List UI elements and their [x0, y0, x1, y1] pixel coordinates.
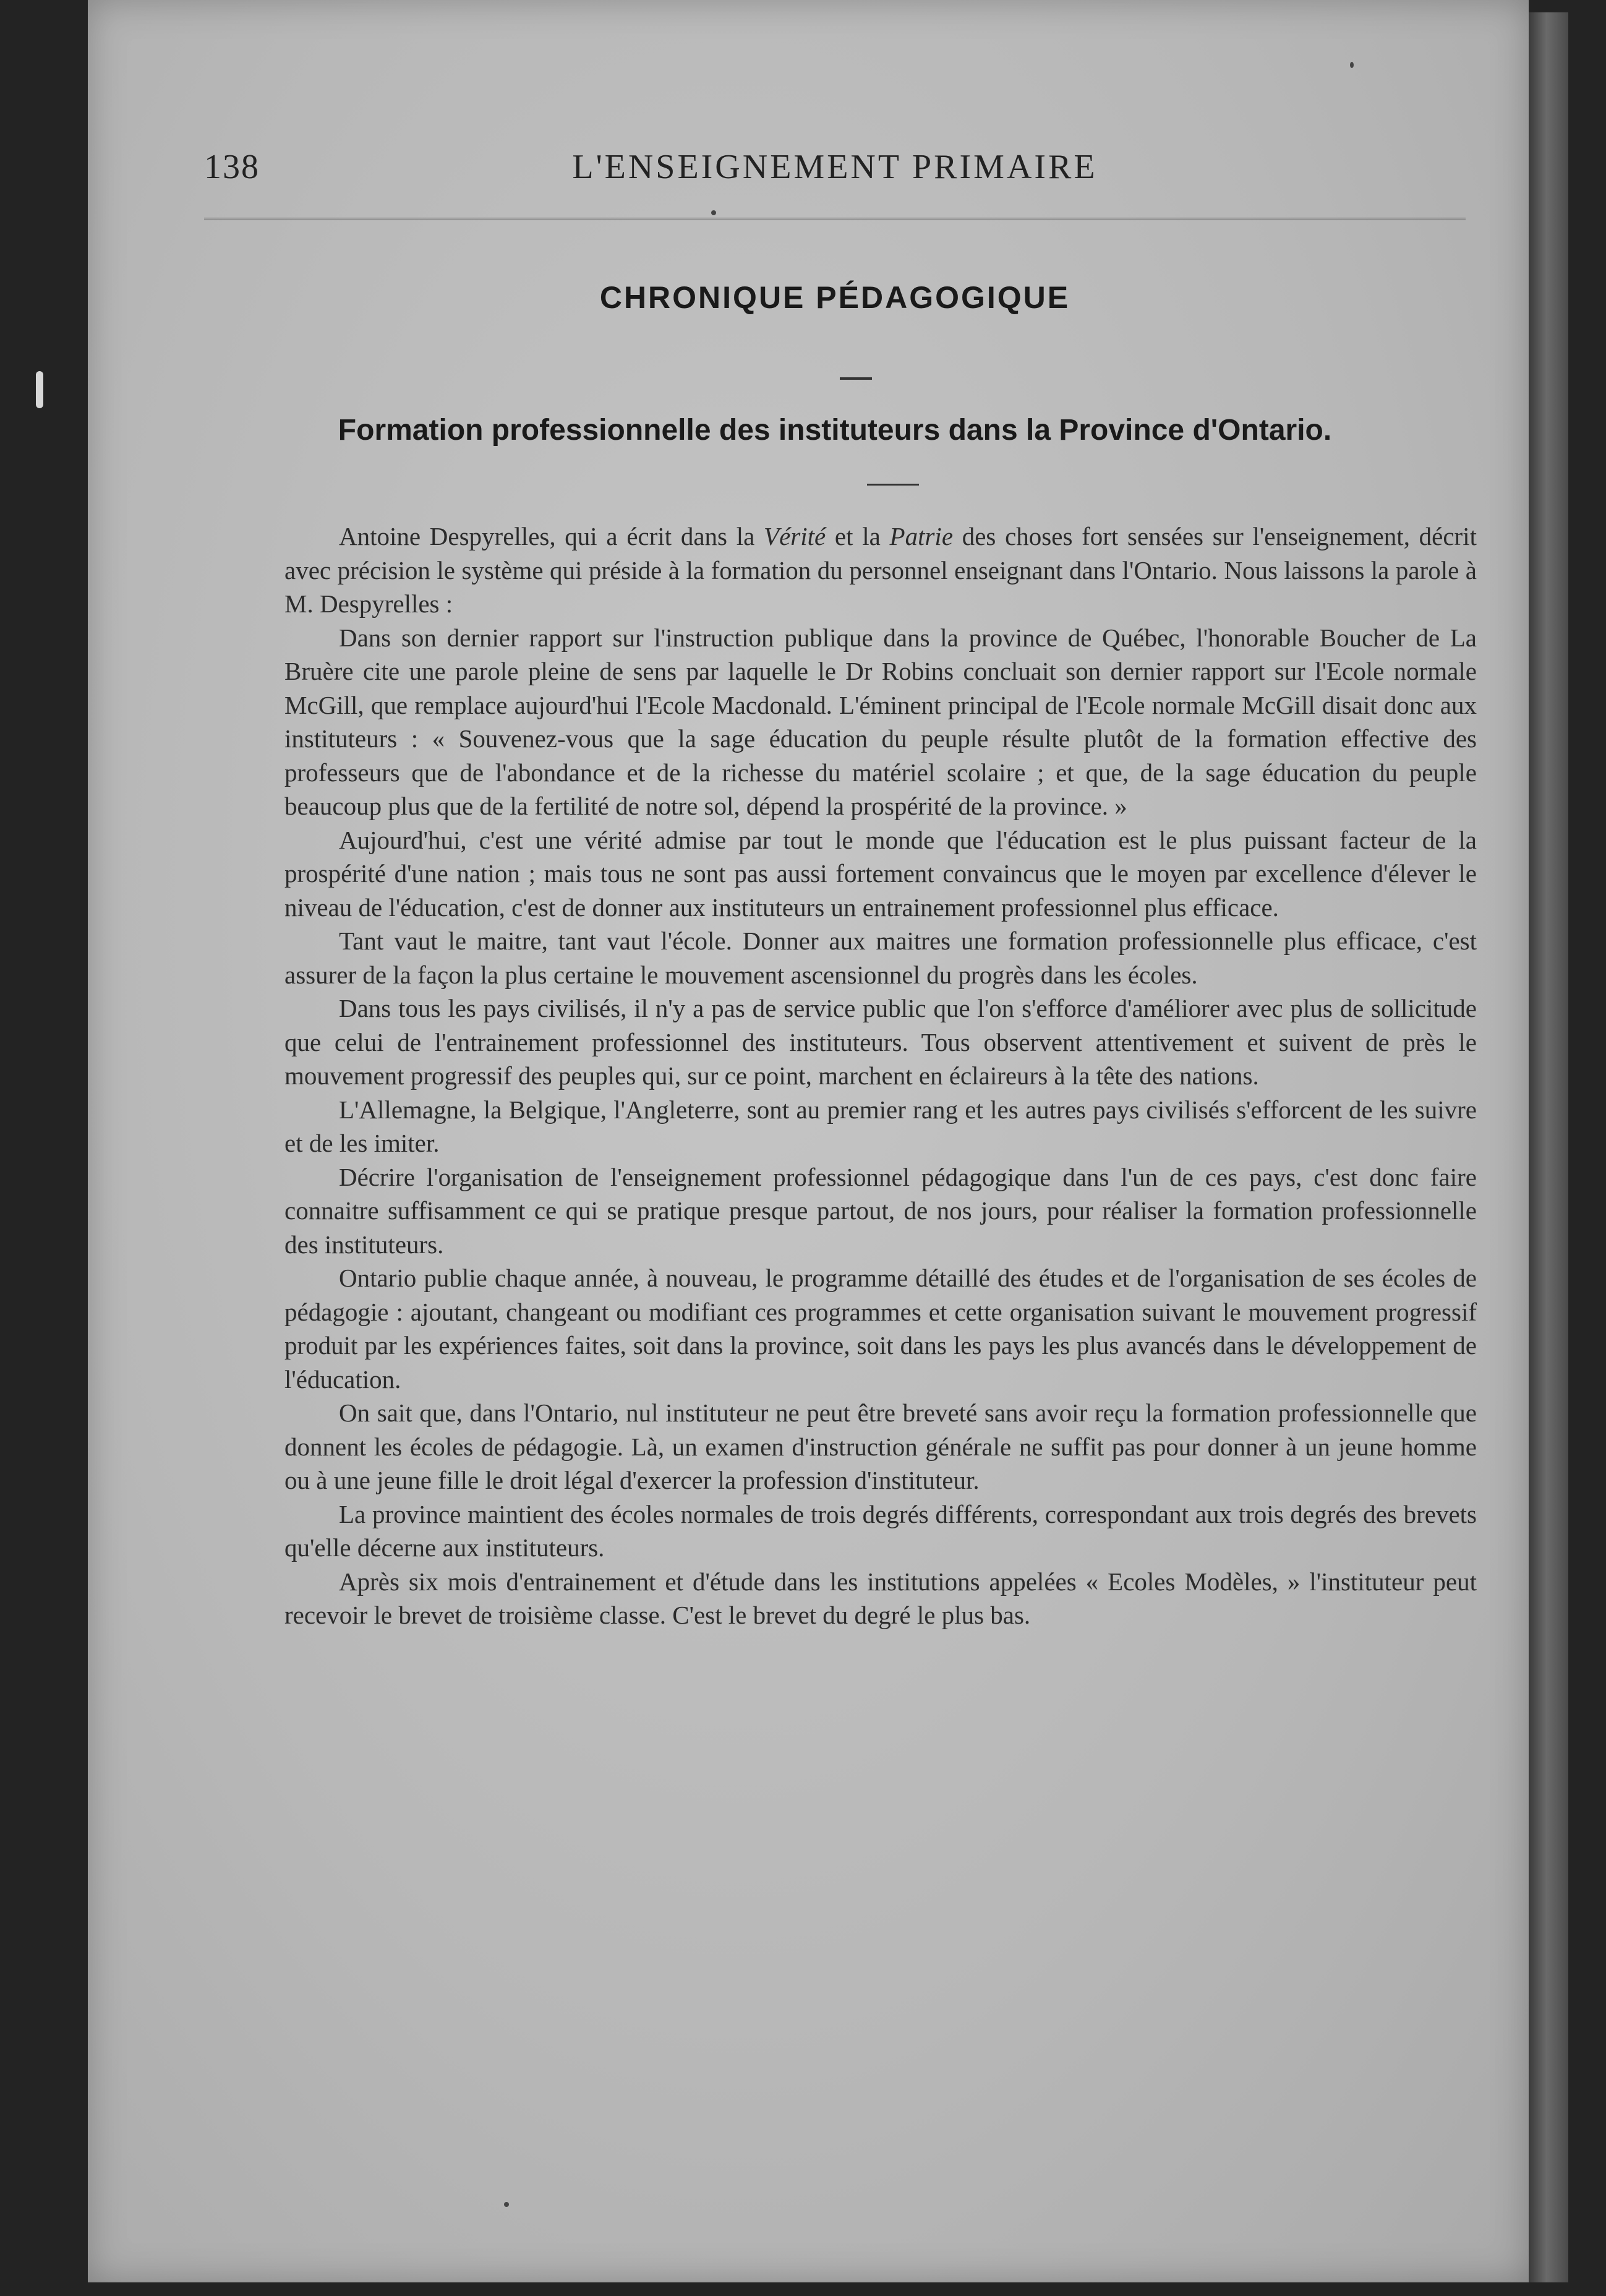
running-head: L'ENSEIGNEMENT PRIMAIRE: [572, 148, 1098, 186]
book-gutter: [1529, 12, 1568, 2282]
paragraph-text: Ontario publie chaque année, à nouveau, le programme détaillé des études et de l'organisation de ses écoles de pédagogie : ajoutant, changeant ou modifiant ces programmes et cette organisation suivant le mouvement progressif produit par les expériences faites, soit dans la province, soit dans les pays les plus avancés dans le développement de l'éducation.: [284, 1264, 1477, 1394]
paragraph-text: Tant vaut le maitre, tant vaut l'école. Donner aux maitres une formation professionnelle plus efficace, c'est assurer de la façon la plus certaine le mouvement ascensionnel du progrès dans les écoles.: [284, 927, 1477, 989]
paragraph: [284, 992, 1477, 1093]
paragraph: [284, 1261, 1477, 1396]
article-title: Formation professionnelle des instituteurs dans la Province d'Ontario.: [338, 414, 1332, 447]
header-rule: [204, 218, 1466, 220]
paragraph-text: La province maintient des écoles normales de trois degrés différents, correspondant aux trois degrés des brevets qu'elle décerne aux instituteurs.: [284, 1499, 1477, 1562]
paragraph-text: et la: [826, 522, 890, 550]
paragraph: [284, 823, 1477, 925]
italic-title: Vérité: [764, 522, 826, 550]
paragraph-text: L'Allemagne, la Belgique, l'Angleterre, sont au premier rang et les autres pays civilisés s'efforcent de les suivre et de les imiter.: [284, 1095, 1477, 1157]
subtitle-divider: [867, 484, 919, 486]
paragraph-text: des choses fort sensées sur l'enseignement, décrit avec précision le système qui préside à la formation du personnel enseignant dans l'Ontario. Nous laissons la parole à M. Despyrelles :: [284, 522, 1477, 618]
paragraph: [284, 1497, 1477, 1565]
footer-dot: [504, 2202, 509, 2207]
article-body: [284, 520, 1477, 1632]
paragraph: [284, 1396, 1477, 1497]
italic-title: Patrie: [889, 522, 954, 550]
scan-edge-mark: [36, 371, 43, 408]
paragraph: [284, 1160, 1477, 1262]
paragraph-text: Après six mois d'entrainement et d'étude dans les institutions appelées « Ecoles Modèles, » l'instituteur peut recevoir le brevet de troisième classe. C'est le brevet du degré le plus bas.: [284, 1567, 1477, 1629]
page-header: [204, 141, 1466, 191]
paragraph-text: Aujourd'hui, c'est une vérité admise par tout le monde que l'éducation est le plus puissant facteur de la prospérité d'une nation ; mais tous ne sont pas aussi fortement convaincus que le moyen par excellence d'élever le niveau de l'éducation, c'est de donner aux instituteurs un entrainement professionnel plus efficace.: [284, 825, 1477, 922]
corner-dot: [1350, 62, 1354, 68]
paragraph: [284, 621, 1477, 823]
paragraph-text: Dans tous les pays civilisés, il n'y a pas de service public que l'on s'efforce d'améliorer avec plus de sollicitude que celui de l'entrainement professionnel des instituteurs. Tous observent attentivement et suivent de près le mouvement progressif des peuples qui, sur ce point, marchent en éclaireurs à la tête des nations.: [284, 994, 1477, 1090]
paragraph-text: On sait que, dans l'Ontario, nul instituteur ne peut être breveté sans avoir reçu la formation professionnelle que donnent les écoles de pédagogie. Là, un examen d'instruction générale ne suffit pas pour donner à un jeune homme ou à une jeune fille le droit légal d'exercer la profession d'instituteur.: [284, 1399, 1477, 1494]
paragraph-text: Décrire l'organisation de l'enseignement professionnel pédagogique dans l'un de ces pays, c'est donc faire connaitre suffisamment ce qui se pratique presque partout, de nos jours, pour réaliser la formation professionnelle des instituteurs.: [284, 1162, 1477, 1259]
paragraph: [284, 520, 1477, 621]
paragraph: [284, 924, 1477, 992]
paragraph-text: Dans son dernier rapport sur l'instruction publique dans la province de Québec, l'honorable Boucher de La Bruère cite une parole pleine de sens par laquelle le Dr Robins concluait son dernier rapport sur l'Ecole normale McGill, que remplace aujourd'hui l'Ecole Macdonald. L'éminent principal de l'Ecole normale McGill disait donc aux instituteurs : « Souvenez-vous que la sage éducation du peuple résulte plutôt de la formation effective des professeurs que de l'abondance et de la richesse du matériel scolaire ; et que, de la sage éducation du peuple beaucoup plus que de la fertilité de notre sol, dépend la prospérité de la province. »: [284, 623, 1477, 820]
title-divider: [840, 377, 872, 380]
paragraph-text: Antoine Despyrelles, qui a écrit dans la: [339, 522, 764, 550]
header-dot: [711, 210, 716, 215]
paragraph: [284, 1093, 1477, 1160]
page-number: 138: [204, 148, 260, 186]
paragraph: [284, 1565, 1477, 1632]
section-title: CHRONIQUE PÉDAGOGIQUE: [599, 280, 1070, 315]
